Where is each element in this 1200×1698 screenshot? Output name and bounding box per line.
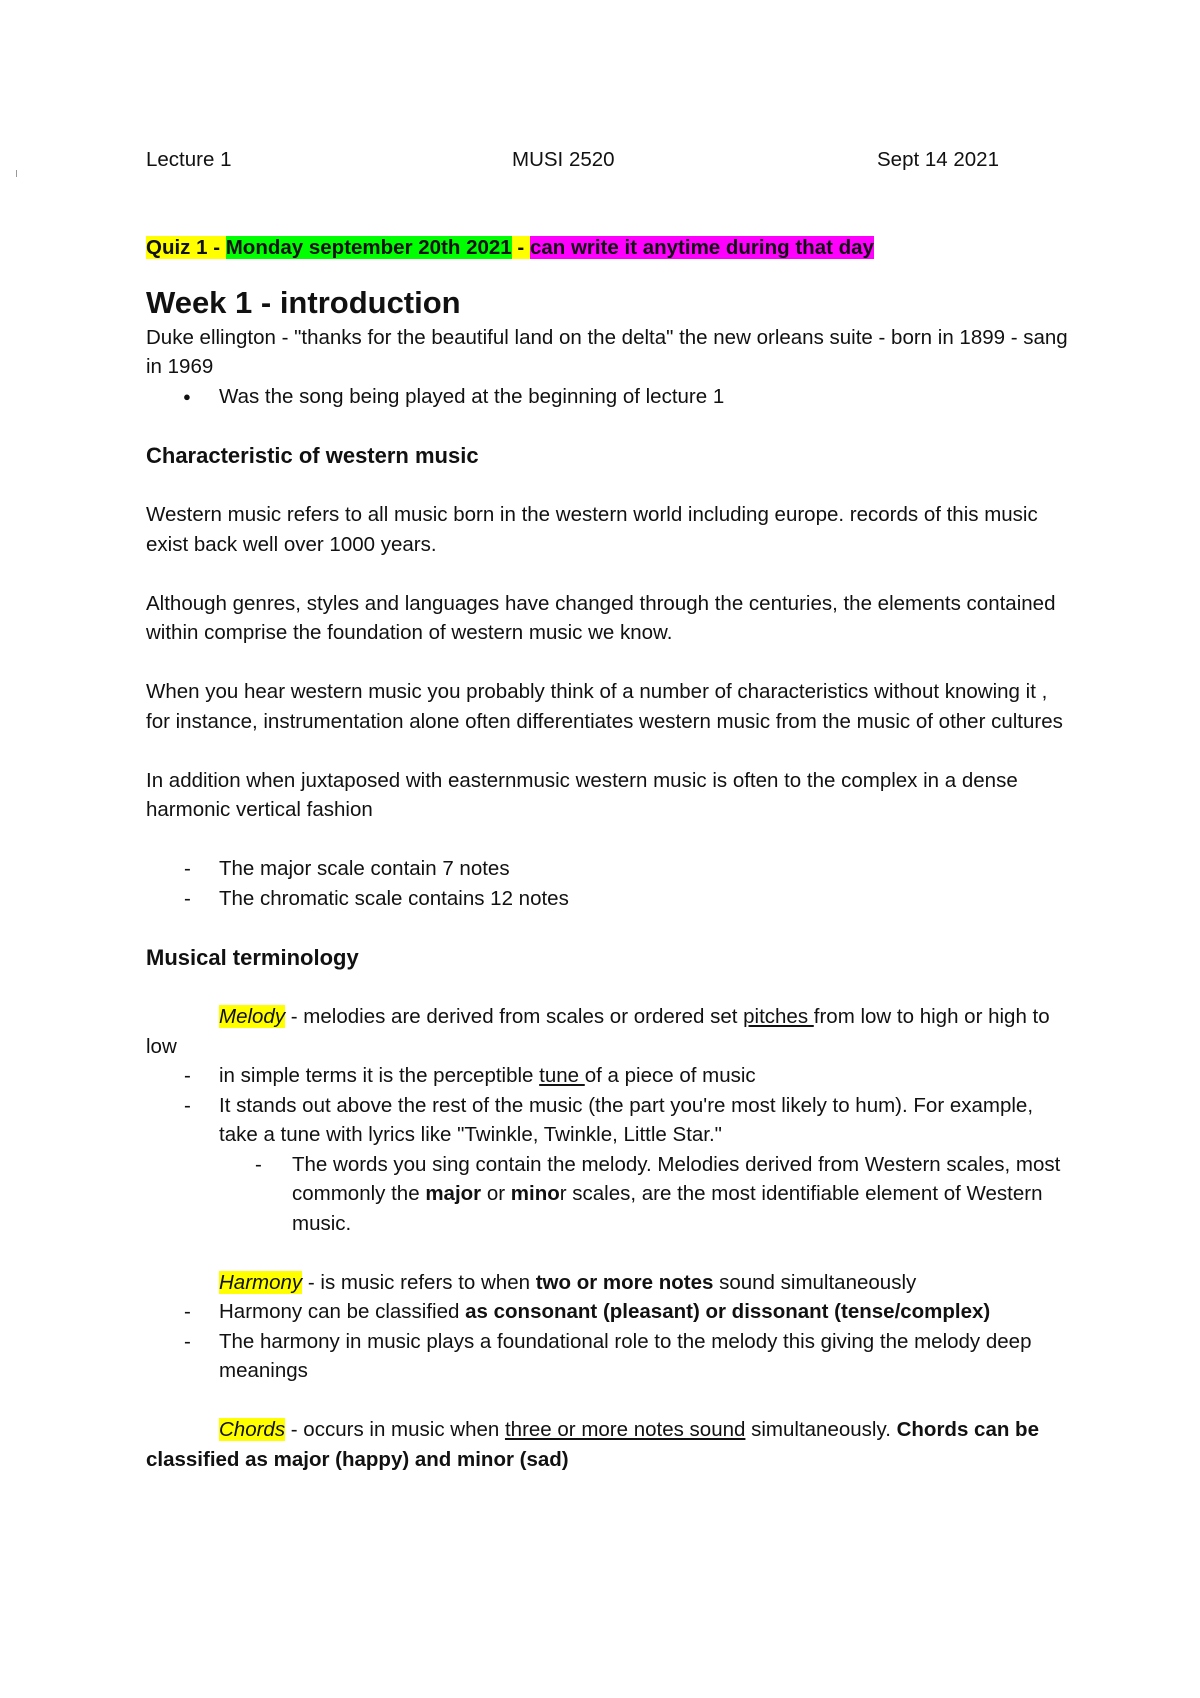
definition-text: - occurs in music when (285, 1418, 505, 1441)
section-heading-characteristics: Characteristic of western music (146, 442, 479, 468)
list-item (146, 1061, 1076, 1091)
underlined-text: three or more notes sound (504, 1418, 746, 1441)
header-lecture: Lecture 1 (146, 148, 232, 171)
bold-text: mino (510, 1182, 560, 1205)
section-heading-terminology: Musical terminology (146, 944, 359, 970)
paragraph: Although genres, styles and languages have changed through the centuries, the elements contained within comprise the foundation of western music we know. (146, 591, 1056, 644)
list-item (146, 1297, 1076, 1327)
quiz-separator: - (511, 236, 530, 259)
bold-text: two or more notes (535, 1270, 714, 1294)
paragraph: When you hear western music you probably think of a number of characteristics without knowing it , for instance, instrumentation alone often differentiates western music from the music of other cultures (146, 680, 1063, 733)
term-chords: Chords (219, 1418, 286, 1441)
stray-mark (16, 170, 17, 177)
harmony-list (146, 1297, 1076, 1386)
melody-definition (146, 1002, 1076, 1061)
melody-sublist (146, 1150, 1076, 1239)
paragraph: Western music refers to all music born in the western world including europe. records of this music exist back well over 1000 years. (146, 503, 1038, 556)
definition-text: from low to high or high to low (146, 1005, 1050, 1058)
melody-list (146, 1061, 1076, 1150)
underlined-text: tune (539, 1064, 585, 1087)
header-course: MUSI 2520 (512, 148, 615, 171)
item-text: in simple terms it is the perceptible (219, 1064, 540, 1087)
week-intro: Duke ellington - "thanks for the beautiful land on the delta" the new orleans suite - born in 1899 - sang in 1969 (146, 325, 1068, 378)
document-body (146, 145, 1076, 1474)
page-header (146, 145, 1076, 175)
list-item: - The harmony in music plays a foundational role to the melody this giving the melody deep meanings (146, 1327, 1076, 1386)
quiz-separator: - (207, 236, 226, 259)
definition-text: simultaneously. (745, 1418, 897, 1441)
term-harmony: Harmony (219, 1270, 303, 1294)
definition-text: - melodies are derived from scales or ordered set (285, 1005, 744, 1028)
item-text: The words you sing contain the melody. Melodies derived from Western scales, most commonly the (292, 1152, 1061, 1205)
item-text: r scales, are the most identifiable element of Western music. (292, 1182, 1043, 1235)
scale-list (146, 854, 1076, 913)
chords-definition (146, 1415, 1076, 1474)
list-item: - The chromatic scale contains 12 notes (146, 884, 1076, 914)
quiz-label: Quiz 1 (146, 236, 208, 259)
header-date: Sept 14 2021 (877, 148, 999, 171)
quiz-date: Monday september 20th 2021 (225, 236, 512, 259)
week-bullets (146, 382, 1076, 412)
list-item: - It stands out above the rest of the music (the part you're most likely to hum). For example, take a tune with lyrics like "Twinkle, Twinkle, Little Star." (146, 1091, 1076, 1150)
list-item: ● Was the song being played at the beginning of lecture 1 (146, 382, 1076, 412)
list-item (146, 1150, 1076, 1239)
paragraph: In addition when juxtaposed with easternmusic western music is often to the complex in a dense harmonic vertical fashion (146, 768, 1018, 821)
item-text: Harmony can be classified (219, 1300, 466, 1323)
list-item: - The major scale contain 7 notes (146, 854, 1076, 884)
week-title: Week 1 - introduction (146, 284, 461, 320)
quiz-notice (146, 233, 1076, 263)
harmony-definition (146, 1268, 1076, 1298)
item-text: of a piece of music (584, 1064, 756, 1087)
item-text: or (481, 1182, 511, 1205)
term-melody: Melody (219, 1005, 286, 1028)
definition-text: sound simultaneously (713, 1270, 917, 1294)
bold-text: major (425, 1182, 482, 1205)
bold-text: Chords can be classified as major (happy) and minor (sad) (146, 1418, 1039, 1471)
underlined-text: pitches (743, 1005, 814, 1028)
quiz-window: can write it anytime during that day (529, 236, 874, 259)
definition-text: - is music refers to when (302, 1270, 536, 1294)
bold-text: as consonant (pleasant) or dissonant (tense/complex) (465, 1300, 991, 1323)
